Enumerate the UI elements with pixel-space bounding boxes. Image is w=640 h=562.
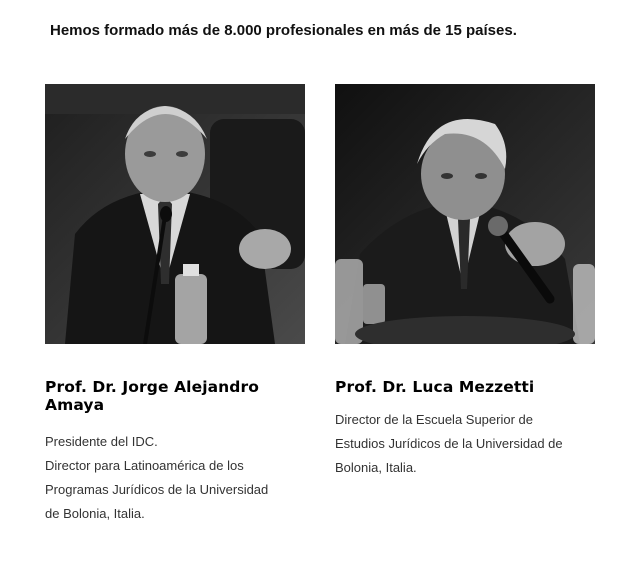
profile-bio-line: Bolonia, Italia. [335,460,417,475]
profile-name-line: Prof. Dr. Luca Mezzetti [335,378,535,396]
profile-card-amaya [45,84,305,526]
profile-name-amaya [45,378,305,414]
profile-bio-line: Director para Latinoamérica de los [45,458,244,473]
profile-bio-line: Presidente del IDC. [45,434,158,449]
profile-bio-mezzetti [335,408,595,480]
profile-name-line: Amaya [45,396,105,414]
profile-card-mezzetti [335,84,595,480]
profile-photo-amaya [45,84,305,344]
profile-bio-line: de Bolonia, Italia. [45,506,145,521]
profile-bio-line: Estudios Jurídicos de la Universidad de [335,436,563,451]
profile-bio-amaya [45,430,305,526]
profile-bio-line: Programas Jurídicos de la Universidad [45,482,269,497]
profile-name-line: Prof. Dr. Jorge Alejandro [45,378,259,396]
profile-bio-line: Director de la Escuela Superior de [335,412,533,427]
page-headline: Hemos formado más de 8.000 profesionales en más de 15 países. [50,22,517,39]
profile-photo-mezzetti [335,84,595,344]
profile-name-mezzetti [335,378,595,396]
